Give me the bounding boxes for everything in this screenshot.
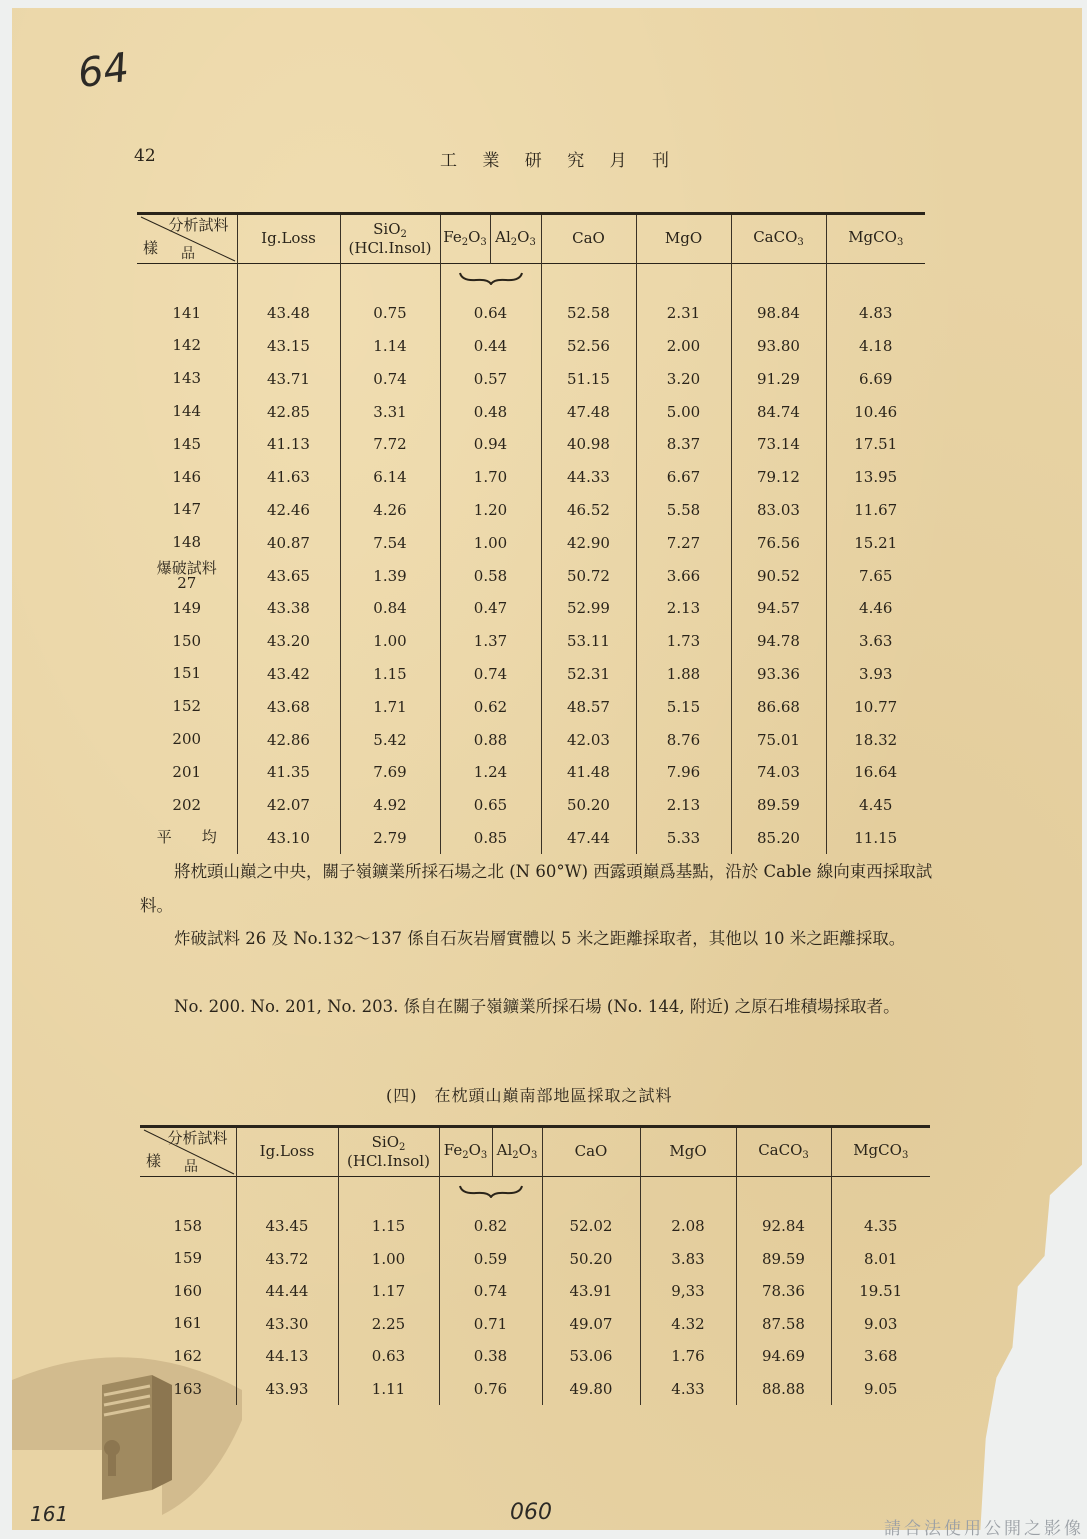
cell-r2o3: 0.82	[439, 1210, 542, 1243]
corner-top-label: 分析試料	[168, 216, 229, 234]
fe-label: Fe	[443, 1141, 463, 1160]
cell-r2o3: 0.94	[440, 428, 541, 461]
corner-bottom-left-label: 樣	[146, 1151, 162, 1170]
cell-sample: 144	[137, 395, 237, 428]
cell-sample: 202	[137, 789, 237, 822]
table-row	[137, 658, 925, 691]
cell-sio2: 5.42	[340, 723, 440, 756]
cell-r2o3: 0.85	[440, 822, 541, 855]
table-header-row	[140, 1127, 930, 1177]
mgco3-sub: 3	[896, 237, 904, 249]
cell-cao: 50.20	[542, 1242, 640, 1275]
header-mgo: MgO	[636, 214, 731, 264]
cell-sample: 160	[140, 1275, 236, 1308]
cell-mgo: 3.83	[640, 1242, 736, 1275]
cell-sio2: 1.15	[340, 658, 440, 691]
table-row	[137, 428, 925, 461]
analysis-table-2	[140, 1125, 930, 1405]
corner-bottom-right-label: 品	[184, 1158, 198, 1175]
cell-caco3: 83.03	[731, 494, 826, 527]
cell-ig: 43.65	[237, 559, 340, 592]
watermark: 請合法使用公開之影像	[884, 1519, 1084, 1539]
cell-sample: 162	[140, 1340, 236, 1373]
cell-mgo: 5.33	[636, 822, 731, 855]
cell-mgo: 3.66	[636, 559, 731, 592]
cell-mgco3: 4.35	[864, 1217, 898, 1236]
cell-sample: 200	[137, 723, 237, 756]
cell-mgco3: 10.46	[854, 402, 898, 421]
cell-cao: 40.98	[541, 428, 636, 461]
cell-mgo: 1.73	[636, 625, 731, 658]
cell-mgco3: 11.15	[854, 828, 898, 847]
table-row	[137, 395, 925, 428]
header-caco3	[736, 1127, 831, 1177]
header-mgco3	[826, 214, 925, 264]
mgco3-sub: 3	[901, 1150, 909, 1162]
cell-mgo: 1.88	[636, 658, 731, 691]
sio2-label: SiO	[373, 219, 401, 238]
cell-sample: 141	[137, 297, 237, 330]
table-row	[137, 690, 925, 723]
cell-mgo: 5.00	[636, 395, 731, 428]
cell-ig: 43.45	[236, 1210, 338, 1243]
cell-sample: 149	[137, 592, 237, 625]
table-row	[137, 756, 925, 789]
header-fe2o3	[440, 214, 490, 264]
cell-cao: 52.56	[541, 330, 636, 363]
cell-mgco3: 13.95	[854, 468, 898, 487]
cell-r2o3: 0.71	[439, 1308, 542, 1341]
sio2-subscript: 2	[399, 1141, 406, 1153]
table-row	[140, 1242, 930, 1275]
cell-caco3: 73.14	[731, 428, 826, 461]
cell-mgo: 9,33	[640, 1275, 736, 1308]
cell-mgco3: 4.45	[859, 796, 893, 815]
cell-ig: 40.87	[237, 526, 340, 559]
header-caco3	[731, 214, 826, 264]
cell-cao: 43.91	[542, 1275, 640, 1308]
al-label: Al	[495, 228, 511, 247]
corner-bottom-left-label: 樣	[143, 238, 159, 257]
cell-sample: 159	[140, 1242, 236, 1275]
cell-sample: 163	[140, 1373, 236, 1406]
cell-ig: 41.13	[237, 428, 340, 461]
sio2-subscript: 2	[400, 228, 407, 240]
header-mgco3	[831, 1127, 930, 1177]
cell-mgo: 5.15	[636, 690, 731, 723]
cell-ig: 43.20	[237, 625, 340, 658]
cell-sample: 152	[137, 690, 237, 723]
cell-mgco3: 10.77	[854, 697, 898, 716]
cell-caco3: 84.74	[731, 395, 826, 428]
fe-sub2: 3	[480, 1150, 488, 1162]
cell-cao: 48.57	[541, 690, 636, 723]
cell-ig: 43.93	[236, 1373, 338, 1406]
cell-cao: 53.11	[541, 625, 636, 658]
section-title: (四) 在枕頭山巔南部地區採取之試料	[386, 1086, 673, 1105]
corner-bottom-right-label: 品	[181, 245, 195, 262]
header-sio2	[338, 1127, 439, 1177]
al-sub2: 3	[530, 1150, 538, 1162]
handwritten-number-bottom-center: 060	[510, 1500, 552, 1525]
cell-r2o3: 0.47	[440, 592, 541, 625]
table-row	[140, 1340, 930, 1373]
cell-sample: 146	[137, 461, 237, 494]
cell-caco3: 91.29	[731, 362, 826, 395]
cell-sio2: 1.39	[340, 559, 440, 592]
cell-sample	[137, 559, 237, 592]
handwritten-number-bottom-left: 161	[30, 1502, 69, 1526]
cell-mgco3: 8.01	[864, 1249, 898, 1268]
cell-caco3: 92.84	[736, 1210, 831, 1243]
table-row	[140, 1210, 930, 1243]
sio2-label: SiO	[371, 1132, 399, 1151]
cell-mgo: 1.76	[640, 1340, 736, 1373]
cell-r2o3: 0.38	[439, 1340, 542, 1373]
cell-r2o3: 0.74	[440, 658, 541, 691]
cell-mgco3: 18.32	[854, 730, 898, 749]
cell-r2o3: 0.74	[439, 1275, 542, 1308]
cell-sample: 平 均	[137, 822, 237, 855]
cell-sio2: 0.84	[340, 592, 440, 625]
header-ig-loss: Ig.Loss	[237, 214, 340, 264]
fe-o: O	[468, 228, 481, 247]
cell-mgco3: 15.21	[854, 533, 898, 552]
cell-sample: 143	[137, 362, 237, 395]
cell-cao: 49.07	[542, 1308, 640, 1341]
cell-sio2: 2.25	[338, 1308, 439, 1341]
cell-sample: 145	[137, 428, 237, 461]
cell-mgo: 7.96	[636, 756, 731, 789]
cell-sio2: 1.17	[338, 1275, 439, 1308]
table-row	[140, 1373, 930, 1406]
caco3-label: CaCO	[758, 1141, 803, 1160]
cell-caco3: 94.57	[731, 592, 826, 625]
cell-sample-number: 27	[177, 573, 197, 592]
cell-sio2: 3.31	[340, 395, 440, 428]
cell-cao: 52.02	[542, 1210, 640, 1243]
caco3-label: CaCO	[753, 228, 798, 247]
mgco3-label: MgCO	[848, 228, 897, 247]
cell-caco3: 90.52	[731, 559, 826, 592]
table-row	[137, 592, 925, 625]
cell-ig: 44.13	[236, 1340, 338, 1373]
cell-sample: 201	[137, 756, 237, 789]
cell-ig: 43.48	[237, 297, 340, 330]
cell-sio2: 0.63	[338, 1340, 439, 1373]
cell-r2o3: 0.76	[439, 1373, 542, 1406]
cell-caco3: 98.84	[731, 297, 826, 330]
cell-cao: 51.15	[541, 362, 636, 395]
corner-header	[140, 1127, 236, 1177]
corner-top-label: 分析試料	[167, 1129, 228, 1147]
cell-sio2: 7.72	[340, 428, 440, 461]
table-row	[137, 461, 925, 494]
brace-icon	[440, 264, 541, 297]
cell-caco3: 75.01	[731, 723, 826, 756]
cell-mgo: 3.20	[636, 362, 731, 395]
al-o: O	[517, 228, 530, 247]
cell-cao: 50.20	[541, 789, 636, 822]
cell-caco3: 76.56	[731, 526, 826, 559]
header-ig-loss: Ig.Loss	[236, 1127, 338, 1177]
cell-mgo: 2.08	[640, 1210, 736, 1243]
cell-mgco3: 9.03	[864, 1314, 898, 1333]
cell-r2o3: 0.64	[440, 297, 541, 330]
cell-mgo: 7.27	[636, 526, 731, 559]
cell-cao: 49.80	[542, 1373, 640, 1406]
cell-caco3: 94.78	[731, 625, 826, 658]
fe-sub2: 3	[480, 237, 487, 249]
cell-cao: 53.06	[542, 1340, 640, 1373]
cell-mgco3: 4.46	[859, 599, 893, 618]
handwritten-number-top: 64	[75, 44, 132, 98]
fe-sub1: 2	[461, 237, 469, 249]
cell-sample: 150	[137, 625, 237, 658]
analysis-table-1	[137, 212, 925, 854]
corner-header	[137, 214, 237, 264]
cell-sio2: 1.11	[338, 1373, 439, 1406]
cell-r2o3: 0.58	[440, 559, 541, 592]
cell-ig: 42.85	[237, 395, 340, 428]
brace-row	[140, 1177, 930, 1210]
cell-mgo: 2.31	[636, 297, 731, 330]
cell-sio2: 7.69	[340, 756, 440, 789]
table-row	[137, 789, 925, 822]
fe-label: Fe	[443, 228, 462, 247]
cell-r2o3: 0.65	[440, 789, 541, 822]
table-2-body	[140, 1177, 930, 1406]
cell-sample: 148	[137, 526, 237, 559]
cell-mgco3: 7.65	[859, 566, 893, 585]
cell-mgo: 2.00	[636, 330, 731, 363]
table-row	[137, 723, 925, 756]
cell-ig: 43.38	[237, 592, 340, 625]
cell-ig: 43.68	[237, 690, 340, 723]
cell-r2o3: 0.59	[439, 1242, 542, 1275]
cell-r2o3: 0.57	[440, 362, 541, 395]
fe-sub1: 2	[462, 1150, 469, 1162]
header-mgo: MgO	[640, 1127, 736, 1177]
cell-caco3: 78.36	[736, 1275, 831, 1308]
cell-caco3: 89.59	[736, 1242, 831, 1275]
al-sub1: 2	[510, 237, 518, 249]
header-cao: CaO	[541, 214, 636, 264]
cell-sample: 151	[137, 658, 237, 691]
cell-mgo: 2.13	[636, 789, 731, 822]
header-sio2	[340, 214, 440, 264]
cell-mgco3: 11.67	[854, 500, 898, 519]
cell-ig: 43.72	[236, 1242, 338, 1275]
cell-sio2: 1.00	[340, 625, 440, 658]
cell-caco3: 79.12	[731, 461, 826, 494]
cell-sio2: 4.92	[340, 789, 440, 822]
cell-mgo: 2.13	[636, 592, 731, 625]
cell-sample: 142	[137, 330, 237, 363]
table-row	[140, 1275, 930, 1308]
paragraph-3: No. 200. No. 201, No. 203. 係自在關子嶺鑛業所採石場 (No. 144, 附近) 之原石堆積場採取者。	[174, 997, 900, 1016]
cell-mgo: 8.37	[636, 428, 731, 461]
sio2-note: (HCl.Insol)	[348, 239, 432, 258]
cell-cao: 52.58	[541, 297, 636, 330]
cell-r2o3: 1.20	[440, 494, 541, 527]
cell-sio2: 6.14	[340, 461, 440, 494]
cell-ig: 42.46	[237, 494, 340, 527]
cell-ig: 43.10	[237, 822, 340, 855]
cell-r2o3: 0.88	[440, 723, 541, 756]
cell-ig: 42.86	[237, 723, 340, 756]
cell-mgco3: 3.93	[859, 664, 893, 683]
cell-r2o3: 1.24	[440, 756, 541, 789]
brace-row	[137, 264, 925, 297]
cell-caco3: 87.58	[736, 1308, 831, 1341]
cell-sio2: 4.26	[340, 494, 440, 527]
cell-ig: 41.35	[237, 756, 340, 789]
cell-r2o3: 0.44	[440, 330, 541, 363]
cell-sample: 161	[140, 1308, 236, 1341]
paragraph-2: 炸破試料 26 及 No.132～137 係自石灰岩層實體以 5 米之距離採取者，其他以 10 米之距離採取。	[174, 929, 906, 948]
cell-ig: 42.07	[237, 789, 340, 822]
paragraph-1: 將枕頭山巔之中央，關子嶺鑛業所採石場之北 (N 60°W) 西露頭巔爲基點，沿於 Cable 線向東西採取試料。	[140, 862, 933, 915]
cell-mgco3: 4.83	[859, 304, 893, 323]
cell-sio2: 7.54	[340, 526, 440, 559]
cell-sio2: 0.75	[340, 297, 440, 330]
cell-caco3: 89.59	[731, 789, 826, 822]
cell-r2o3: 1.37	[440, 625, 541, 658]
cell-mgco3: 6.69	[859, 369, 893, 388]
cell-mgco3: 16.64	[854, 763, 898, 782]
cell-mgo: 5.58	[636, 494, 731, 527]
sio2-note: (HCl.Insol)	[347, 1152, 430, 1171]
cell-cao: 41.48	[541, 756, 636, 789]
table-1-body	[137, 264, 925, 855]
table-row	[137, 822, 925, 855]
table-row	[137, 526, 925, 559]
page-number: 42	[134, 146, 156, 166]
cell-mgo: 4.32	[640, 1308, 736, 1341]
cell-sio2: 1.14	[340, 330, 440, 363]
cell-mgco3: 19.51	[859, 1282, 903, 1301]
cell-sio2: 1.15	[338, 1210, 439, 1243]
fe-o: O	[468, 1141, 481, 1160]
cell-ig: 44.44	[236, 1275, 338, 1308]
cell-sample: 158	[140, 1210, 236, 1243]
cell-sio2: 1.00	[338, 1242, 439, 1275]
cell-cao: 46.52	[541, 494, 636, 527]
caco3-sub: 3	[802, 1150, 809, 1162]
cell-ig: 43.15	[237, 330, 340, 363]
table-row	[137, 330, 925, 363]
cell-r2o3: 0.48	[440, 395, 541, 428]
cell-cao: 52.99	[541, 592, 636, 625]
table-row	[140, 1308, 930, 1341]
cell-sample: 147	[137, 494, 237, 527]
cell-mgco3: 17.51	[854, 435, 898, 454]
al-label: Al	[496, 1141, 513, 1160]
cell-caco3: 86.68	[731, 690, 826, 723]
cell-caco3: 74.03	[731, 756, 826, 789]
cell-cao: 44.33	[541, 461, 636, 494]
cell-mgco3: 3.68	[864, 1347, 898, 1366]
cell-cao: 50.72	[541, 559, 636, 592]
cell-mgo: 8.76	[636, 723, 731, 756]
cell-caco3: 94.69	[736, 1340, 831, 1373]
cell-r2o3: 1.00	[440, 526, 541, 559]
table-row	[137, 494, 925, 527]
table-row	[137, 297, 925, 330]
cell-ig: 43.42	[237, 658, 340, 691]
cell-cao: 42.03	[541, 723, 636, 756]
caco3-sub: 3	[797, 237, 804, 249]
header-fe2o3	[439, 1127, 492, 1177]
cell-sample-label: 爆破試料	[156, 558, 217, 577]
cell-cao: 52.31	[541, 658, 636, 691]
cell-r2o3: 0.62	[440, 690, 541, 723]
cell-cao: 42.90	[541, 526, 636, 559]
cell-ig: 41.63	[237, 461, 340, 494]
cell-mgo: 4.33	[640, 1373, 736, 1406]
cell-caco3: 93.36	[731, 658, 826, 691]
cell-sio2: 0.74	[340, 362, 440, 395]
al-sub1: 2	[512, 1150, 519, 1162]
cell-caco3: 88.88	[736, 1373, 831, 1406]
al-sub2: 3	[529, 237, 536, 249]
cell-ig: 43.30	[236, 1308, 338, 1341]
cell-caco3: 85.20	[731, 822, 826, 855]
journal-title: 工 業 研 究 月 刊	[440, 151, 680, 171]
cell-mgco3: 4.18	[859, 336, 893, 355]
table-row	[137, 559, 925, 592]
cell-mgco3: 9.05	[864, 1380, 898, 1399]
header-al2o3	[492, 1127, 542, 1177]
header-al2o3	[490, 214, 541, 264]
table-row	[137, 625, 925, 658]
cell-r2o3: 1.70	[440, 461, 541, 494]
table-row	[137, 362, 925, 395]
cell-cao: 47.44	[541, 822, 636, 855]
header-cao: CaO	[542, 1127, 640, 1177]
mgco3-label: MgCO	[853, 1141, 902, 1160]
cell-sio2: 2.79	[340, 822, 440, 855]
table-header-row	[137, 214, 925, 264]
cell-ig: 43.71	[237, 362, 340, 395]
brace-icon	[439, 1177, 542, 1210]
al-o: O	[518, 1141, 531, 1160]
cell-sio2: 1.71	[340, 690, 440, 723]
cell-caco3: 93.80	[731, 330, 826, 363]
cell-mgco3: 3.63	[859, 632, 893, 651]
cell-cao: 47.48	[541, 395, 636, 428]
cell-mgo: 6.67	[636, 461, 731, 494]
